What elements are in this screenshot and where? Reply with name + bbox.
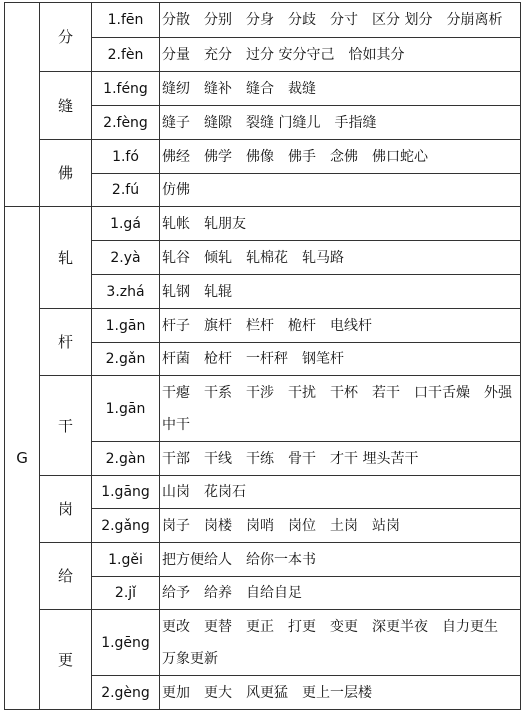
pinyin-cell: 1.fēn: [92, 3, 160, 38]
pinyin-cell: 2.yà: [92, 241, 160, 275]
words-cell: 岗子 岗楼 岗哨 岗位 土岗 站岗: [160, 509, 521, 543]
words-cell: [160, 610, 521, 676]
words-cell: 干部 干线 干练 骨干 才干 埋头苦干: [160, 442, 521, 476]
words-cell: 缝纫 缝补 缝合 裁缝: [160, 72, 521, 106]
words-cell: 更加 更大 风更猛 更上一层楼: [160, 676, 521, 710]
words-text: 干瘪 干系 干涉 干扰 干杯 若干 口干舌燥 外强中干: [162, 384, 512, 433]
table-row: [5, 543, 521, 577]
pinyin-cell: 2.fèn: [92, 38, 160, 72]
words-cell: 轧帐 轧朋友: [160, 207, 521, 241]
pinyin-cell: 1.gāng: [92, 476, 160, 509]
pinyin-cell: 1.gēng: [92, 610, 160, 676]
character-cell: 干: [40, 376, 92, 476]
words-cell: [160, 376, 521, 442]
table-row: [5, 610, 521, 676]
pinyin-cell: 3.zhá: [92, 275, 160, 309]
pinyin-cell: 2.gàn: [92, 442, 160, 476]
words-cell: 分散 分别 分身 分歧 分寸 区分 划分 分崩离析: [160, 3, 521, 38]
pinyin-cell: 2.fèng: [92, 106, 160, 140]
letter-cell: [5, 3, 40, 207]
table-row: [5, 309, 521, 343]
character-cell: 佛: [40, 140, 92, 207]
pinyin-cell: 2.gǎng: [92, 509, 160, 543]
character-cell: 缝: [40, 72, 92, 140]
pinyin-cell: 1.féng: [92, 72, 160, 106]
words-cell: 给予 给养 自给自足: [160, 577, 521, 610]
pronunciation-table: [4, 2, 521, 710]
words-cell: 杆子 旗杆 栏杆 桅杆 电线杆: [160, 309, 521, 343]
words-cell: 轧谷 倾轧 轧棉花 轧马路: [160, 241, 521, 275]
words-cell: 佛经 佛学 佛像 佛手 念佛 佛口蛇心: [160, 140, 521, 174]
words-cell: 分量 充分 过分 安分守己 恰如其分: [160, 38, 521, 72]
pinyin-cell: 2.jǐ: [92, 577, 160, 610]
table-row: [5, 3, 521, 38]
words-text: 更改 更替 更正 打更 变更 深更半夜 自力更生 万象更新: [162, 618, 512, 667]
table-row: [5, 72, 521, 106]
table-row: [5, 207, 521, 241]
pinyin-cell: 1.gān: [92, 309, 160, 343]
words-cell: 轧钢 轧辊: [160, 275, 521, 309]
words-cell: 杆菌 枪杆 一杆秤 钢笔杆: [160, 343, 521, 376]
character-cell: 岗: [40, 476, 92, 543]
pinyin-cell: 1.fó: [92, 140, 160, 174]
character-cell: 更: [40, 610, 92, 710]
character-cell: 轧: [40, 207, 92, 309]
character-cell: 给: [40, 543, 92, 610]
pinyin-cell: 2.gèng: [92, 676, 160, 710]
letter-cell: G: [5, 207, 40, 710]
character-cell: 分: [40, 3, 92, 72]
pinyin-cell: 2.gǎn: [92, 343, 160, 376]
words-cell: 山岗 花岗石: [160, 476, 521, 509]
pinyin-cell: 1.gān: [92, 376, 160, 442]
table-row: [5, 376, 521, 442]
pinyin-cell: 1.gá: [92, 207, 160, 241]
words-cell: 仿佛: [160, 174, 521, 207]
character-cell: 杆: [40, 309, 92, 376]
pinyin-cell: 1.gěi: [92, 543, 160, 577]
pinyin-cell: 2.fú: [92, 174, 160, 207]
table-row: [5, 140, 521, 174]
words-cell: 把方便给人 给你一本书: [160, 543, 521, 577]
table-row: [5, 476, 521, 509]
words-cell: 缝子 缝隙 裂缝 门缝儿 手指缝: [160, 106, 521, 140]
